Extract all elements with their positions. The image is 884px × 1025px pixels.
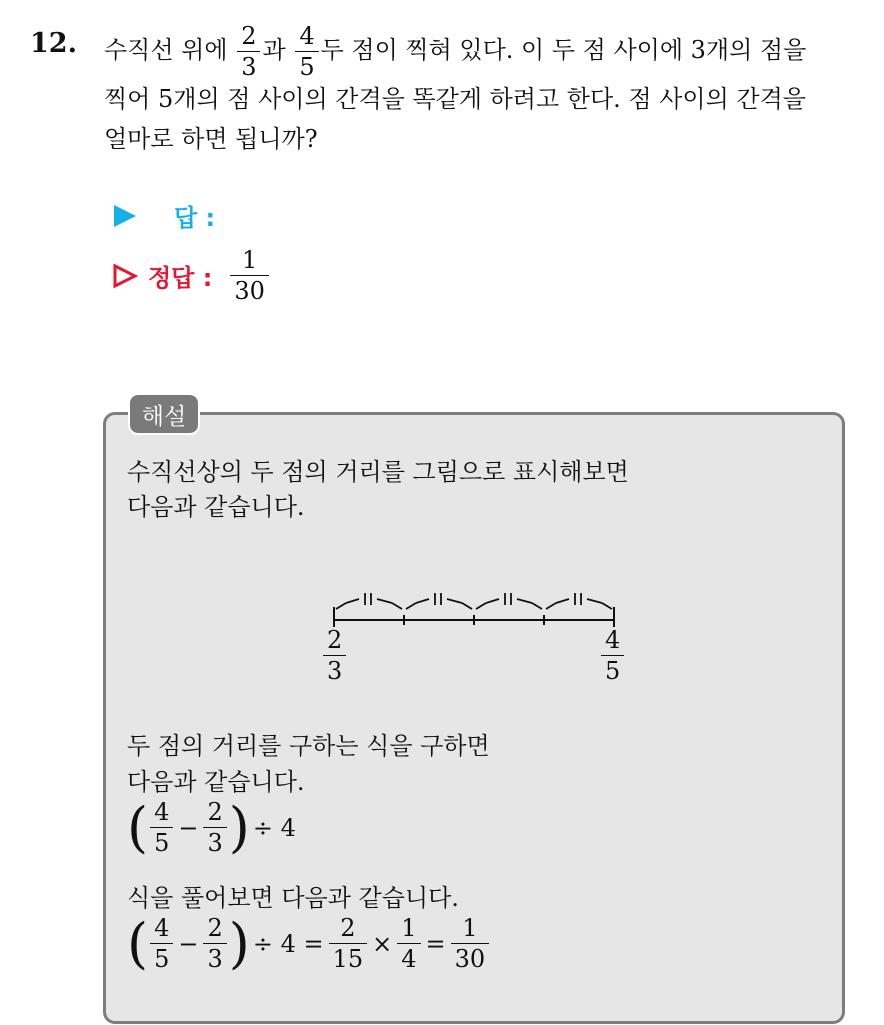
equal-interval-marks (336, 593, 612, 609)
interval-mark (336, 593, 402, 609)
explanation-text: 다음과 같습니다. (127, 493, 305, 521)
play-triangle-icon (112, 203, 138, 229)
expression-1: ( $\frac{4}{5}$ − $\frac{2}{3}$ ) ÷ 4 (127, 795, 296, 859)
right-paren: ) (228, 795, 250, 859)
problem-text: 과 (262, 36, 286, 64)
problem-line-2: 찍어 5개의 점 사이의 간격을 똑같게 하려고 한다. 점 사이의 간격을 (104, 85, 806, 113)
fraction-four-fifths: $\frac{4}{5}$ (297, 24, 316, 79)
problem-line-1 (104, 24, 806, 79)
left-paren: ( (127, 911, 149, 975)
interval-mark (406, 593, 472, 609)
problem-text: 수직선 위에 (104, 36, 228, 64)
answer-label: 답 : (174, 204, 216, 232)
outline-triangle-icon (112, 263, 138, 289)
expression-2: ( $\frac{4}{5}$ − $\frac{2}{3}$ ) ÷ 4 = $\frac{2}{15}$ × $\frac{1}{4}$ = $\frac{1}{30}$ (127, 916, 491, 971)
fraction-two-thirds: $\frac{2}{3}$ (239, 24, 258, 79)
explanation-text: 수직선상의 두 점의 거리를 그림으로 표시해보면 (127, 458, 629, 486)
explanation-text: 다음과 같습니다. (127, 768, 305, 796)
left-paren: ( (127, 795, 149, 859)
number-line-left-label: $\frac{2}{3}$ (325, 628, 344, 683)
correct-answer-label: 정답 : (148, 264, 213, 292)
explanation-text: 식을 풀어보면 다음과 같습니다. (127, 884, 459, 912)
problem-text: 두 점이 찍혀 있다. 이 두 점 사이에 3개의 점을 (320, 36, 807, 64)
correct-answer-row (112, 248, 271, 303)
problem-line-3: 얼마로 하면 됩니까? (104, 125, 318, 153)
number-line-diagram (320, 585, 630, 635)
explanation-tag: 해설 (128, 393, 200, 435)
interval-mark (476, 593, 542, 609)
correct-answer-value: $\frac{1}{30}$ (232, 248, 267, 303)
right-paren: ) (228, 911, 250, 975)
explanation-text: 두 점의 거리를 구하는 식을 구하면 (127, 732, 490, 760)
problem-number: 12. (30, 28, 77, 59)
number-line-right-label: $\frac{4}{5}$ (603, 628, 622, 683)
answer-row (112, 198, 215, 233)
interval-mark (546, 593, 612, 609)
